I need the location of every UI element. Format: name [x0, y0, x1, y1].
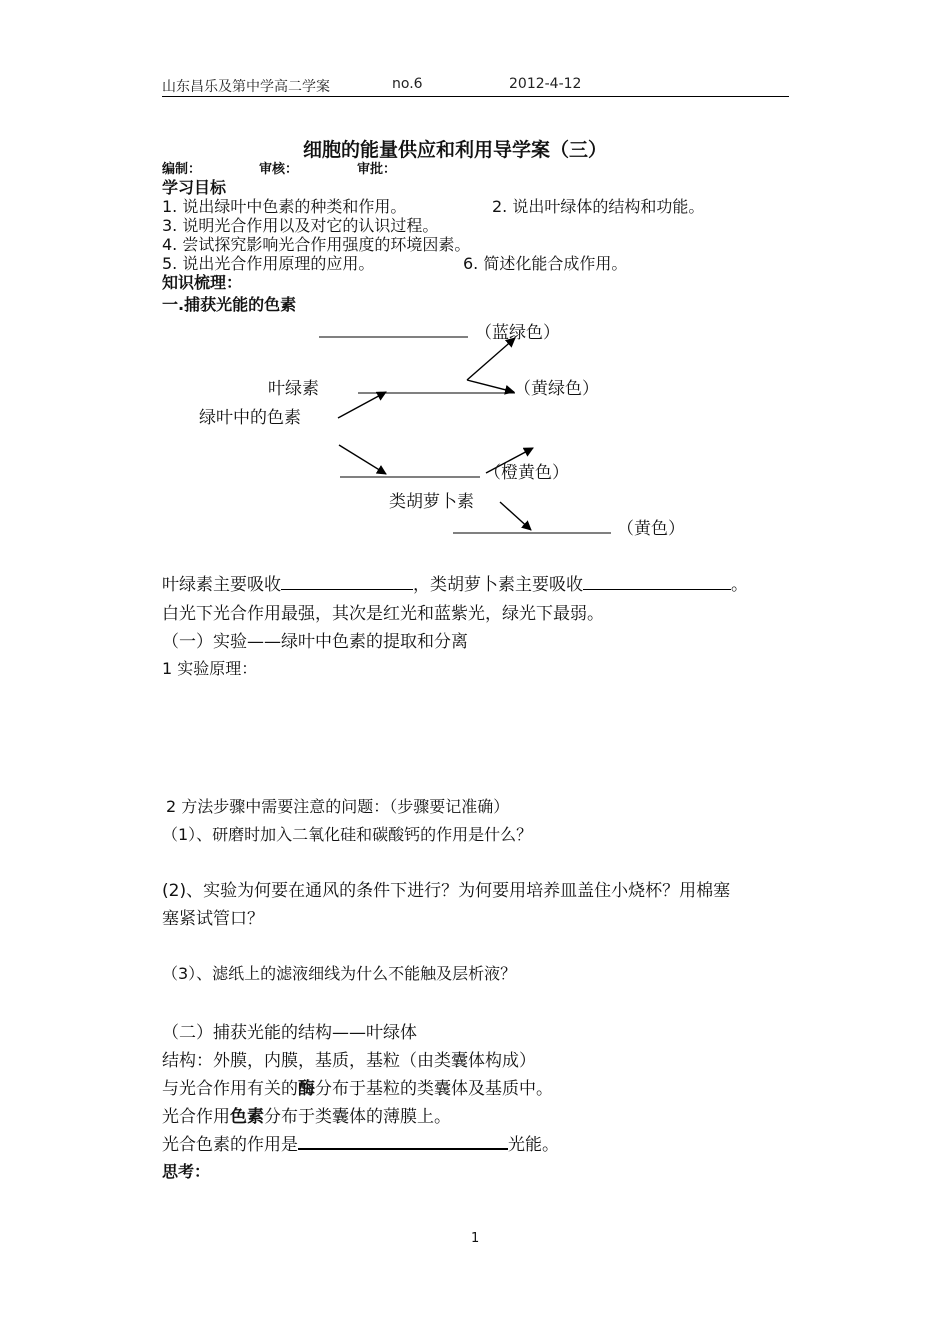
label-leaf-pigments: 绿叶中的色素: [199, 408, 301, 428]
enzyme-suffix: 分布于基粒的类囊体及基质中。: [315, 1079, 553, 1099]
question-1: （1）、研磨时加入二氧化硅和碳酸钙的作用是什么？: [162, 825, 533, 844]
section-1-heading: 一.捕获光能的色素: [162, 295, 297, 314]
think-heading: 思考：: [162, 1162, 211, 1181]
goal-6: 6. 简述化能合成作用。: [463, 254, 628, 273]
page-number: 1: [471, 1231, 480, 1246]
meta-compile: 编制：: [162, 162, 202, 177]
light-sentence: 白光下光合作用最强，其次是红光和蓝紫光，绿光下最弱。: [162, 604, 604, 624]
absorb-line: [162, 570, 748, 595]
pigment-suffix: 分布于类囊体的薄膜上。: [264, 1107, 451, 1127]
goal-5: 5. 说出光合作用原理的应用。: [162, 254, 375, 273]
function-suffix: 光能。: [508, 1135, 559, 1155]
absorb-end: 。: [731, 575, 748, 595]
header-date: 2012-4-12: [509, 76, 582, 92]
question-2-line-2: 塞紧试管口？: [162, 909, 264, 929]
arrow-to-chlorophyll: [338, 392, 386, 418]
steps-heading: 2 方法步骤中需要注意的问题：（步骤要记准确）: [166, 797, 510, 816]
arrow-to-carotenoid: [339, 445, 386, 474]
arrow-to-blue-green: [467, 338, 515, 380]
experiment-heading: （一）实验——绿叶中色素的提取和分离: [162, 632, 468, 652]
pigment-line: [162, 1102, 451, 1127]
pigment-prefix: 光合作用: [162, 1107, 230, 1127]
label-carotenoid: 类胡萝卜素: [389, 492, 474, 512]
absorb-blank-2: [583, 573, 731, 590]
label-yellow-green: （黄绿色）: [514, 379, 599, 399]
goal-3: 3. 说明光合作用以及对它的认识过程。: [162, 216, 439, 235]
question-3: （3）、滤纸上的滤液细线为什么不能触及层析液？: [162, 964, 517, 983]
label-orange-yellow: （橙黄色）: [484, 463, 569, 483]
goal-1: 1. 说出绿叶中色素的种类和作用。: [162, 197, 407, 216]
absorb-chlorophyll-text: 叶绿素主要吸收: [162, 575, 281, 595]
header-number: no.6: [392, 76, 423, 92]
structure-text: 结构：外膜，内膜，基质，基粒（由类囊体构成）: [162, 1051, 536, 1071]
header-school: 山东昌乐及第中学高二学案: [162, 79, 330, 95]
absorb-blank-1: [281, 573, 413, 590]
pigment-word: 色素: [230, 1107, 264, 1127]
enzyme-prefix: 与光合作用有关的: [162, 1079, 298, 1099]
meta-approve: 审批：: [357, 162, 397, 177]
principle-heading: 1 实验原理：: [162, 659, 258, 678]
goal-4: 4. 尝试探究影响光合作用强度的环境因素。: [162, 235, 471, 254]
function-blank: [298, 1132, 508, 1150]
label-yellow: （黄色）: [617, 519, 685, 539]
enzyme-line: [162, 1074, 553, 1099]
arrow-to-yellow-green: [467, 380, 514, 392]
question-2-line-1: (2)、实验为何要在通风的条件下进行？为何要用培养皿盖住小烧杯？用棉塞: [162, 881, 731, 901]
meta-review: 审核：: [259, 162, 299, 177]
knowledge-heading: 知识梳理：: [162, 273, 243, 292]
enzyme-word: 酶: [298, 1079, 315, 1099]
function-prefix: 光合色素的作用是: [162, 1135, 298, 1155]
goals-heading: 学习目标: [162, 178, 227, 197]
goal-2: 2. 说出叶绿体的结构和功能。: [492, 197, 705, 216]
structure-heading: （二）捕获光能的结构——叶绿体: [162, 1023, 417, 1043]
label-blue-green: （蓝绿色）: [475, 323, 560, 343]
absorb-carotenoid-text: ，类胡萝卜素主要吸收: [413, 575, 583, 595]
label-chlorophyll: 叶绿素: [268, 379, 319, 399]
function-line: [162, 1130, 559, 1155]
page-title: 细胞的能量供应和利用导学案（三）: [303, 139, 608, 161]
arrow-to-yellow: [500, 502, 531, 530]
